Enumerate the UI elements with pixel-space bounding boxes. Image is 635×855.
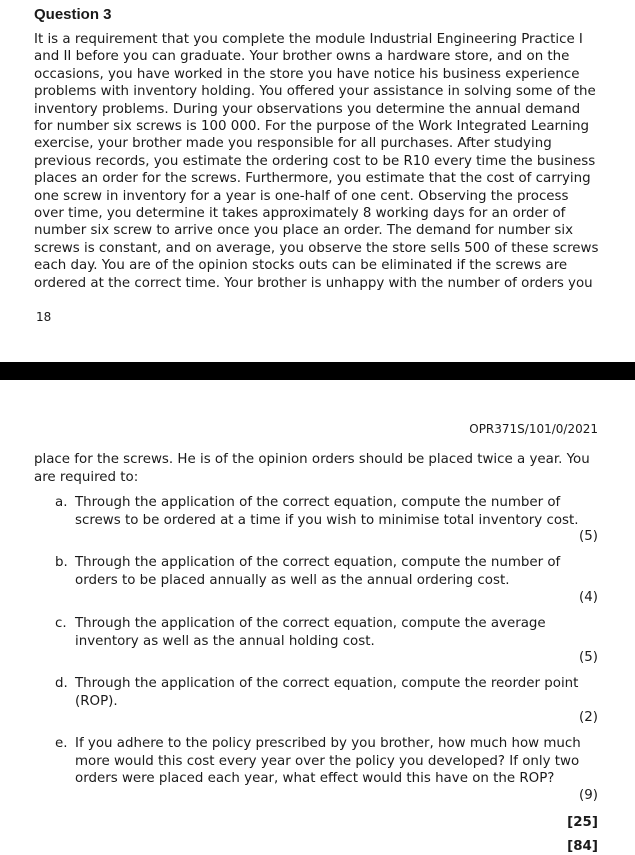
question-total: [25] [567, 815, 598, 830]
requirement-text: Through the application of the correct equation, compute the average inventory as well as the annual holding cost. [75, 616, 546, 649]
marks-d: (2) [579, 710, 598, 725]
requirement-text: Through the application of the correct equation, compute the number of screws to be ordered at a time if you wish to minimise total inventory cost. [75, 495, 579, 528]
marks-b: (4) [579, 590, 598, 605]
requirement-text: If you adhere to the policy prescribed by you brother, how much how much more would this cost every year over the policy you developed? If only two orders were placed each year, what effect would this have on the ROP? [75, 736, 581, 786]
marks-a: (5) [579, 529, 598, 544]
page-number: 18 [36, 310, 52, 324]
requirement-letter: e. [55, 736, 68, 751]
marks-e: (9) [579, 788, 598, 803]
requirement-letter: d. [55, 676, 68, 691]
grand-total: [84] [567, 839, 598, 854]
requirement-d [55, 675, 585, 710]
question-title: Question 3 [34, 6, 112, 23]
requirement-text: Through the application of the correct equation, compute the number of orders to be placed annually as well as the annual ordering cost. [75, 555, 561, 588]
page-2 [0, 380, 635, 855]
module-code: OPR371S/101/0/2021 [469, 422, 598, 436]
requirement-c [55, 615, 585, 650]
requirement-e [55, 735, 585, 788]
requirement-letter: c. [55, 616, 67, 631]
question-body: It is a requirement that you complete the module Industrial Engineering Practice I and II before you can graduate. Your brother owns a hardware store, and on the occasions, you have worked in the store you have notice his business experience problems with inventory holding. You offered your assistance in solving some of the inventory problems. During your observations you determine the annual demand for number six screws is 100 000. For the purpose of the Work Integrated Learning exercise, your brother made you responsible for all purchases. After studying previous records, you estimate the ordering cost to be R10 every time the business places an order for the screws. Furthermore, you estimate that the cost of carrying one screw in inventory for a year is one-half of one cent. Observing the process over time, you determine it takes approximately 8 working days for an order of number six screw to arrive once you place an order. The demand for number six screws is constant, and on average, you observe the store sells 500 of these screws each day. You are of the opinion stocks outs can be eliminated if the screws are ordered at the correct time. Your brother is unhappy with the number of orders you [34, 32, 599, 291]
requirement-b [55, 554, 585, 589]
requirement-letter: b. [55, 555, 68, 570]
continuation-text: place for the screws. He is of the opinion orders should be placed twice a year. You are required to: [34, 452, 590, 485]
requirement-text: Through the application of the correct equation, compute the reorder point (ROP). [75, 676, 579, 709]
marks-c: (5) [579, 650, 598, 665]
page-separator [0, 362, 635, 380]
requirement-letter: a. [55, 495, 68, 510]
page-1 [0, 0, 635, 362]
requirement-a [55, 494, 585, 529]
